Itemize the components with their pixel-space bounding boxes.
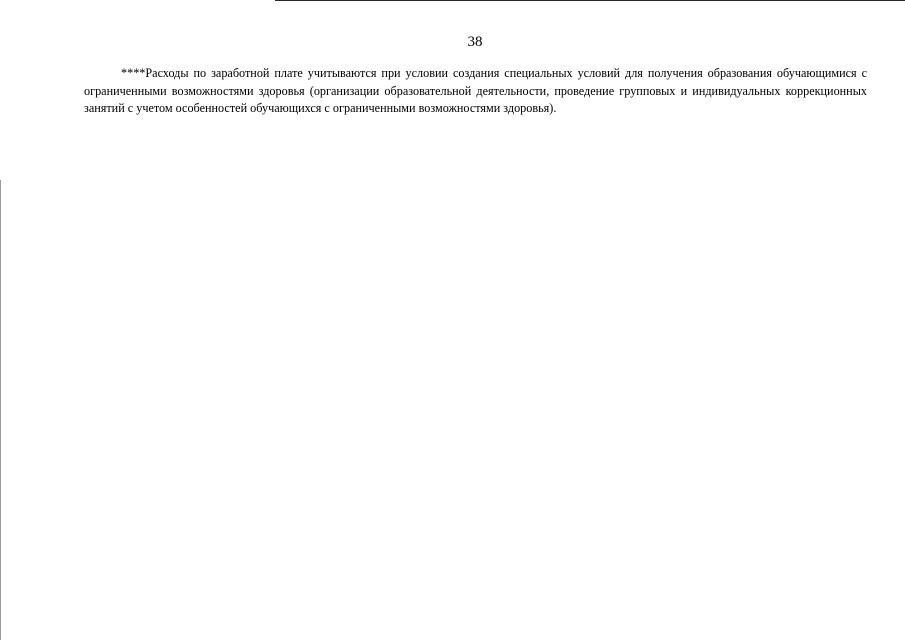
footnote-text: ****Расходы по заработной плате учитываются при условии создания специальных условий для получения образования обучающимися с ограниченными возможностями здоровья (организации образовательной деятельности, проведение групповых и индивидуальных коррекционных занятий с учетом особенностей обучающихся с ограниченными возможностями здоровья). <box>84 66 867 115</box>
page-number: 38 <box>467 34 483 50</box>
scan-edge-top-line <box>275 0 905 1</box>
scan-edge-left-line <box>0 180 1 640</box>
